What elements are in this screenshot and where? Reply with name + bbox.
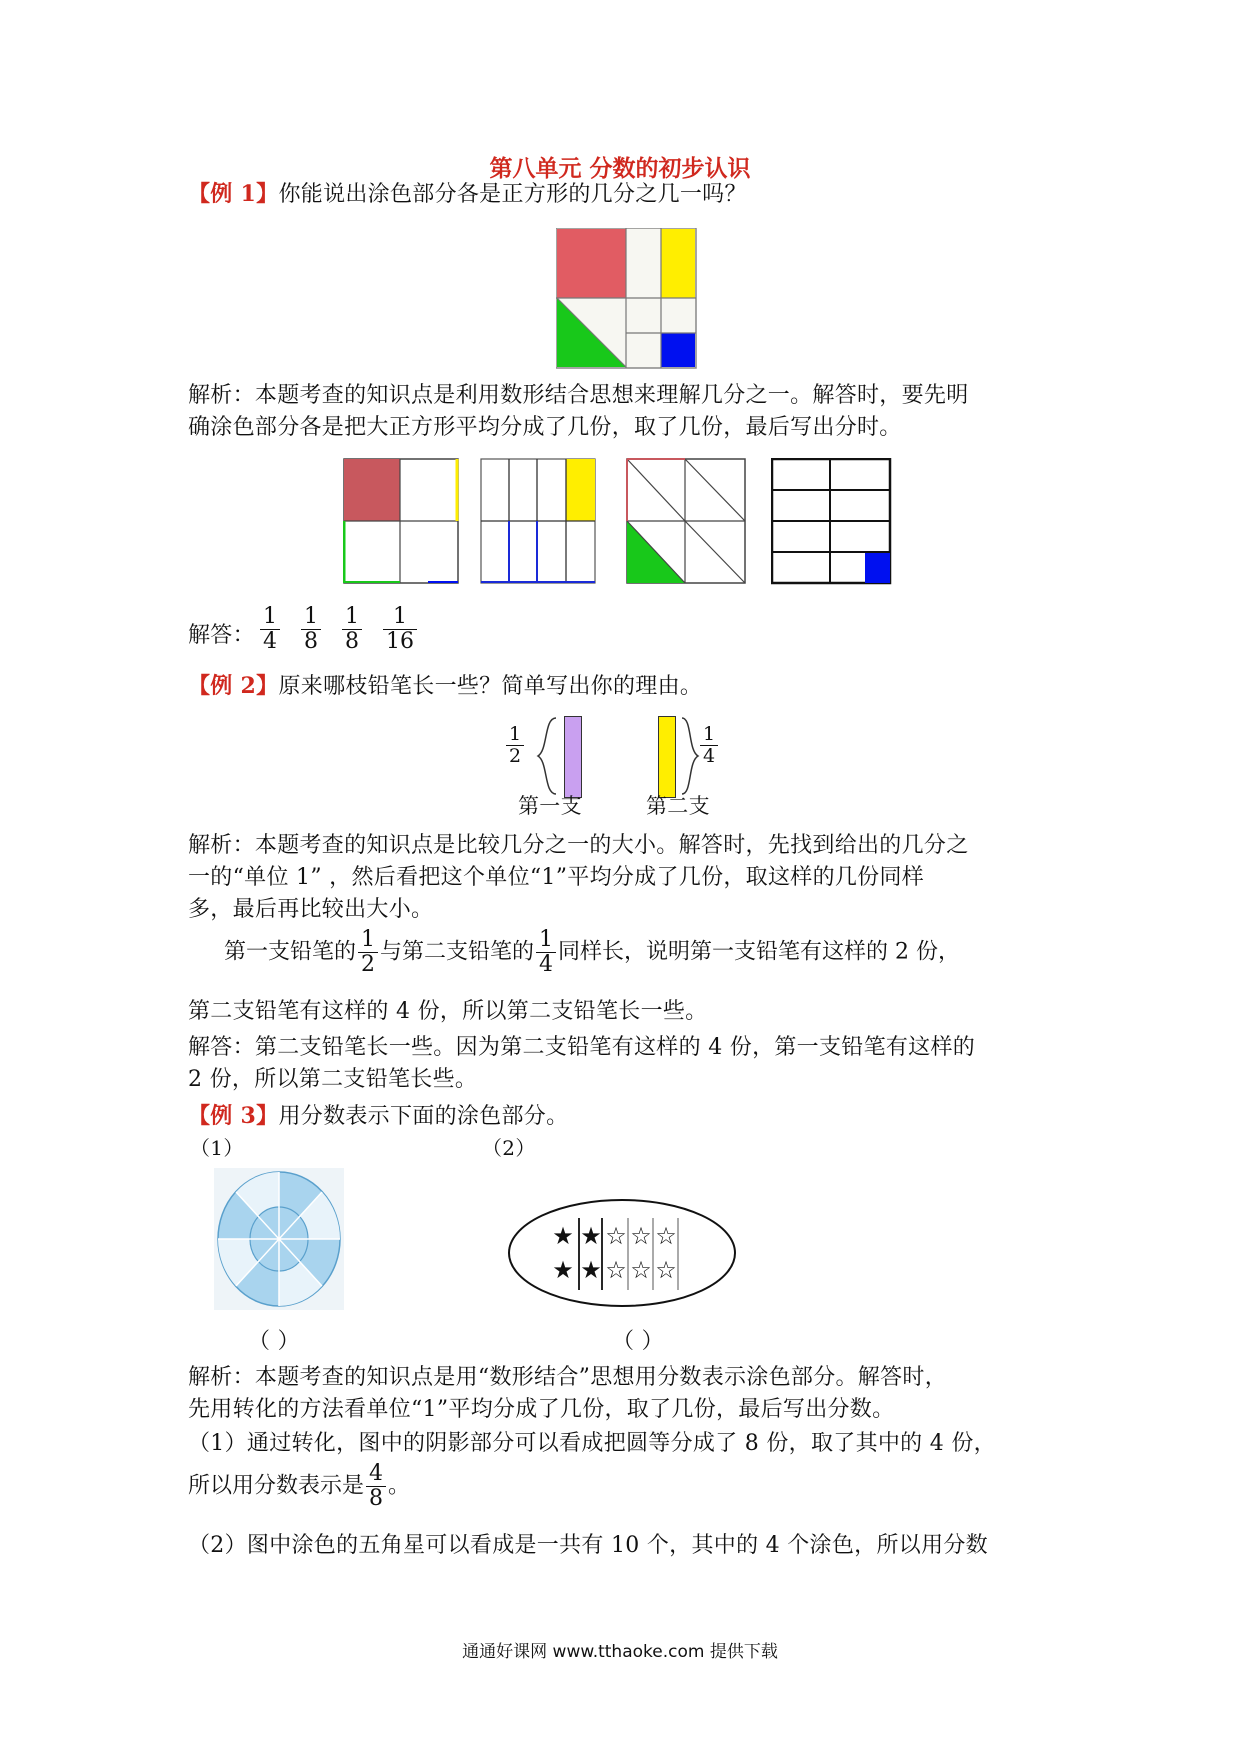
pencil-1-bar xyxy=(564,716,582,798)
example-1-question xyxy=(188,178,747,211)
star-outline-icon: ☆ xyxy=(655,1256,677,1284)
analysis-square-yellow-eighths xyxy=(480,458,598,586)
example-2-analysis-line-3: 多，最后再比较出大小。 xyxy=(188,897,434,922)
example-3-question-text: 用分数表示下面的涂色部分。 xyxy=(278,1104,569,1129)
example-3-star-figure xyxy=(506,1196,738,1310)
example-3-label-2: （2） xyxy=(482,1136,536,1160)
answer-fraction-1: $\frac{1}{4}$ xyxy=(260,605,280,654)
answer-fraction-4: $\frac{1}{16}$ xyxy=(383,605,417,654)
star-icon: ★ xyxy=(552,1256,574,1284)
example-3-blank-1: （ ） xyxy=(248,1329,300,1354)
pencil-2-fraction: $\frac{1}{4}$ xyxy=(698,724,720,767)
example-2-answer-line-1: 解答：第二支铅笔长一些。因为第二支铅笔有这样的 4 份，第一支铅笔有这样的 xyxy=(188,1035,976,1060)
example-3-tag: 【例 3】 xyxy=(188,1103,279,1129)
blue-sixteenth xyxy=(661,333,695,367)
example-1-square-figure xyxy=(556,228,698,370)
pencil-1-fraction: $\frac{1}{2}$ xyxy=(504,724,526,767)
example-3-question xyxy=(188,1100,568,1133)
example-3-blank-2: （ ） xyxy=(612,1329,664,1354)
pencil-1-brace xyxy=(532,716,562,796)
example-2-tag: 【例 2】 xyxy=(188,673,279,699)
example-1-analysis-line-2: 确涂色部分各是把大正方形平均分成了几份，取了几份，最后写出分时。 xyxy=(188,415,902,440)
example-2-explanation: 第一支铅笔的 $\frac{1}{2}$ 与第二支铅笔的 $\frac{1}{4}$ 同样长，说明第一支铅笔有这样的 2 份， xyxy=(224,927,961,977)
example-2-analysis-line-1: 解析：本题考查的知识点是比较几分之一的大小。解答时，先找到给出的几分之 xyxy=(188,833,969,858)
red-quarter xyxy=(557,229,626,298)
answer-fraction-2: $\frac{1}{8}$ xyxy=(301,605,321,654)
page-footer: 通通好课网 www.tthaoke.com 提供下载 xyxy=(462,1642,778,1662)
example-2-answer-line-2: 2 份，所以第二支铅笔长些。 xyxy=(188,1067,478,1092)
example-2-analysis-line-2: 一的“单位 1” ，然后看把这个单位“1”平均分成了几份，取这样的几份同样 xyxy=(188,865,925,890)
pencil-2-bar xyxy=(658,716,676,798)
page-title: 第八单元 分数的初步认识 xyxy=(489,155,751,182)
star-icon: ★ xyxy=(580,1222,602,1250)
example-1-answers xyxy=(258,605,419,654)
example-3-circle-figure xyxy=(214,1168,344,1310)
star-outline-icon: ☆ xyxy=(630,1222,652,1250)
star-icon: ★ xyxy=(580,1256,602,1284)
example-1-analysis-line-1: 解析：本题考查的知识点是利用数形结合思想来理解几分之一。解答时，要先明 xyxy=(188,383,969,408)
analysis-square-quarters xyxy=(343,458,461,586)
example-3-part-1-line-2: 所以用分数表示是 $\frac{4}{8}$ 。 xyxy=(188,1461,411,1511)
example-2-question-text: 原来哪枝铅笔长一些？简单写出你的理由。 xyxy=(278,674,703,699)
pencil-1-label: 第一支 xyxy=(518,794,582,818)
example-3-analysis-line-1: 解析：本题考查的知识点是用“数形结合”思想用分数表示涂色部分。解答时， xyxy=(188,1365,947,1390)
example-2-question xyxy=(188,670,702,703)
example-3-label-1: （1） xyxy=(190,1136,244,1160)
example-1-answer-label: 解答： xyxy=(188,623,255,648)
example-1-question-text: 你能说出涂色部分各是正方形的几分之几一吗？ xyxy=(278,182,747,207)
answer-fraction-3: $\frac{1}{8}$ xyxy=(342,605,362,654)
example-3-part-1-line-1: （1）通过转化，图中的阴影部分可以看成把圆等分成了 8 份，取了其中的 4 份， xyxy=(188,1431,996,1456)
example-2-explanation-line-2: 第二支铅笔有这样的 4 份，所以第二支铅笔长一些。 xyxy=(188,999,708,1024)
example-1-tag: 【例 1】 xyxy=(188,181,279,207)
star-outline-icon: ☆ xyxy=(655,1222,677,1250)
star-outline-icon: ☆ xyxy=(605,1256,627,1284)
yellow-eighth xyxy=(661,229,695,298)
example-3-part-2-line-1: （2）图中涂色的五角星可以看成是一共有 10 个，其中的 4 个涂色，所以用分数 xyxy=(188,1533,988,1558)
star-icon: ★ xyxy=(552,1222,574,1250)
star-outline-icon: ☆ xyxy=(630,1256,652,1284)
analysis-square-green-eighths xyxy=(626,458,748,586)
star-outline-icon: ☆ xyxy=(605,1222,627,1250)
analysis-square-sixteenths xyxy=(771,458,893,586)
example-3-analysis-line-2: 先用转化的方法看单位“1”平均分成了几份，取了几份，最后写出分数。 xyxy=(188,1397,895,1422)
pencil-2-label: 第二支 xyxy=(646,794,710,818)
